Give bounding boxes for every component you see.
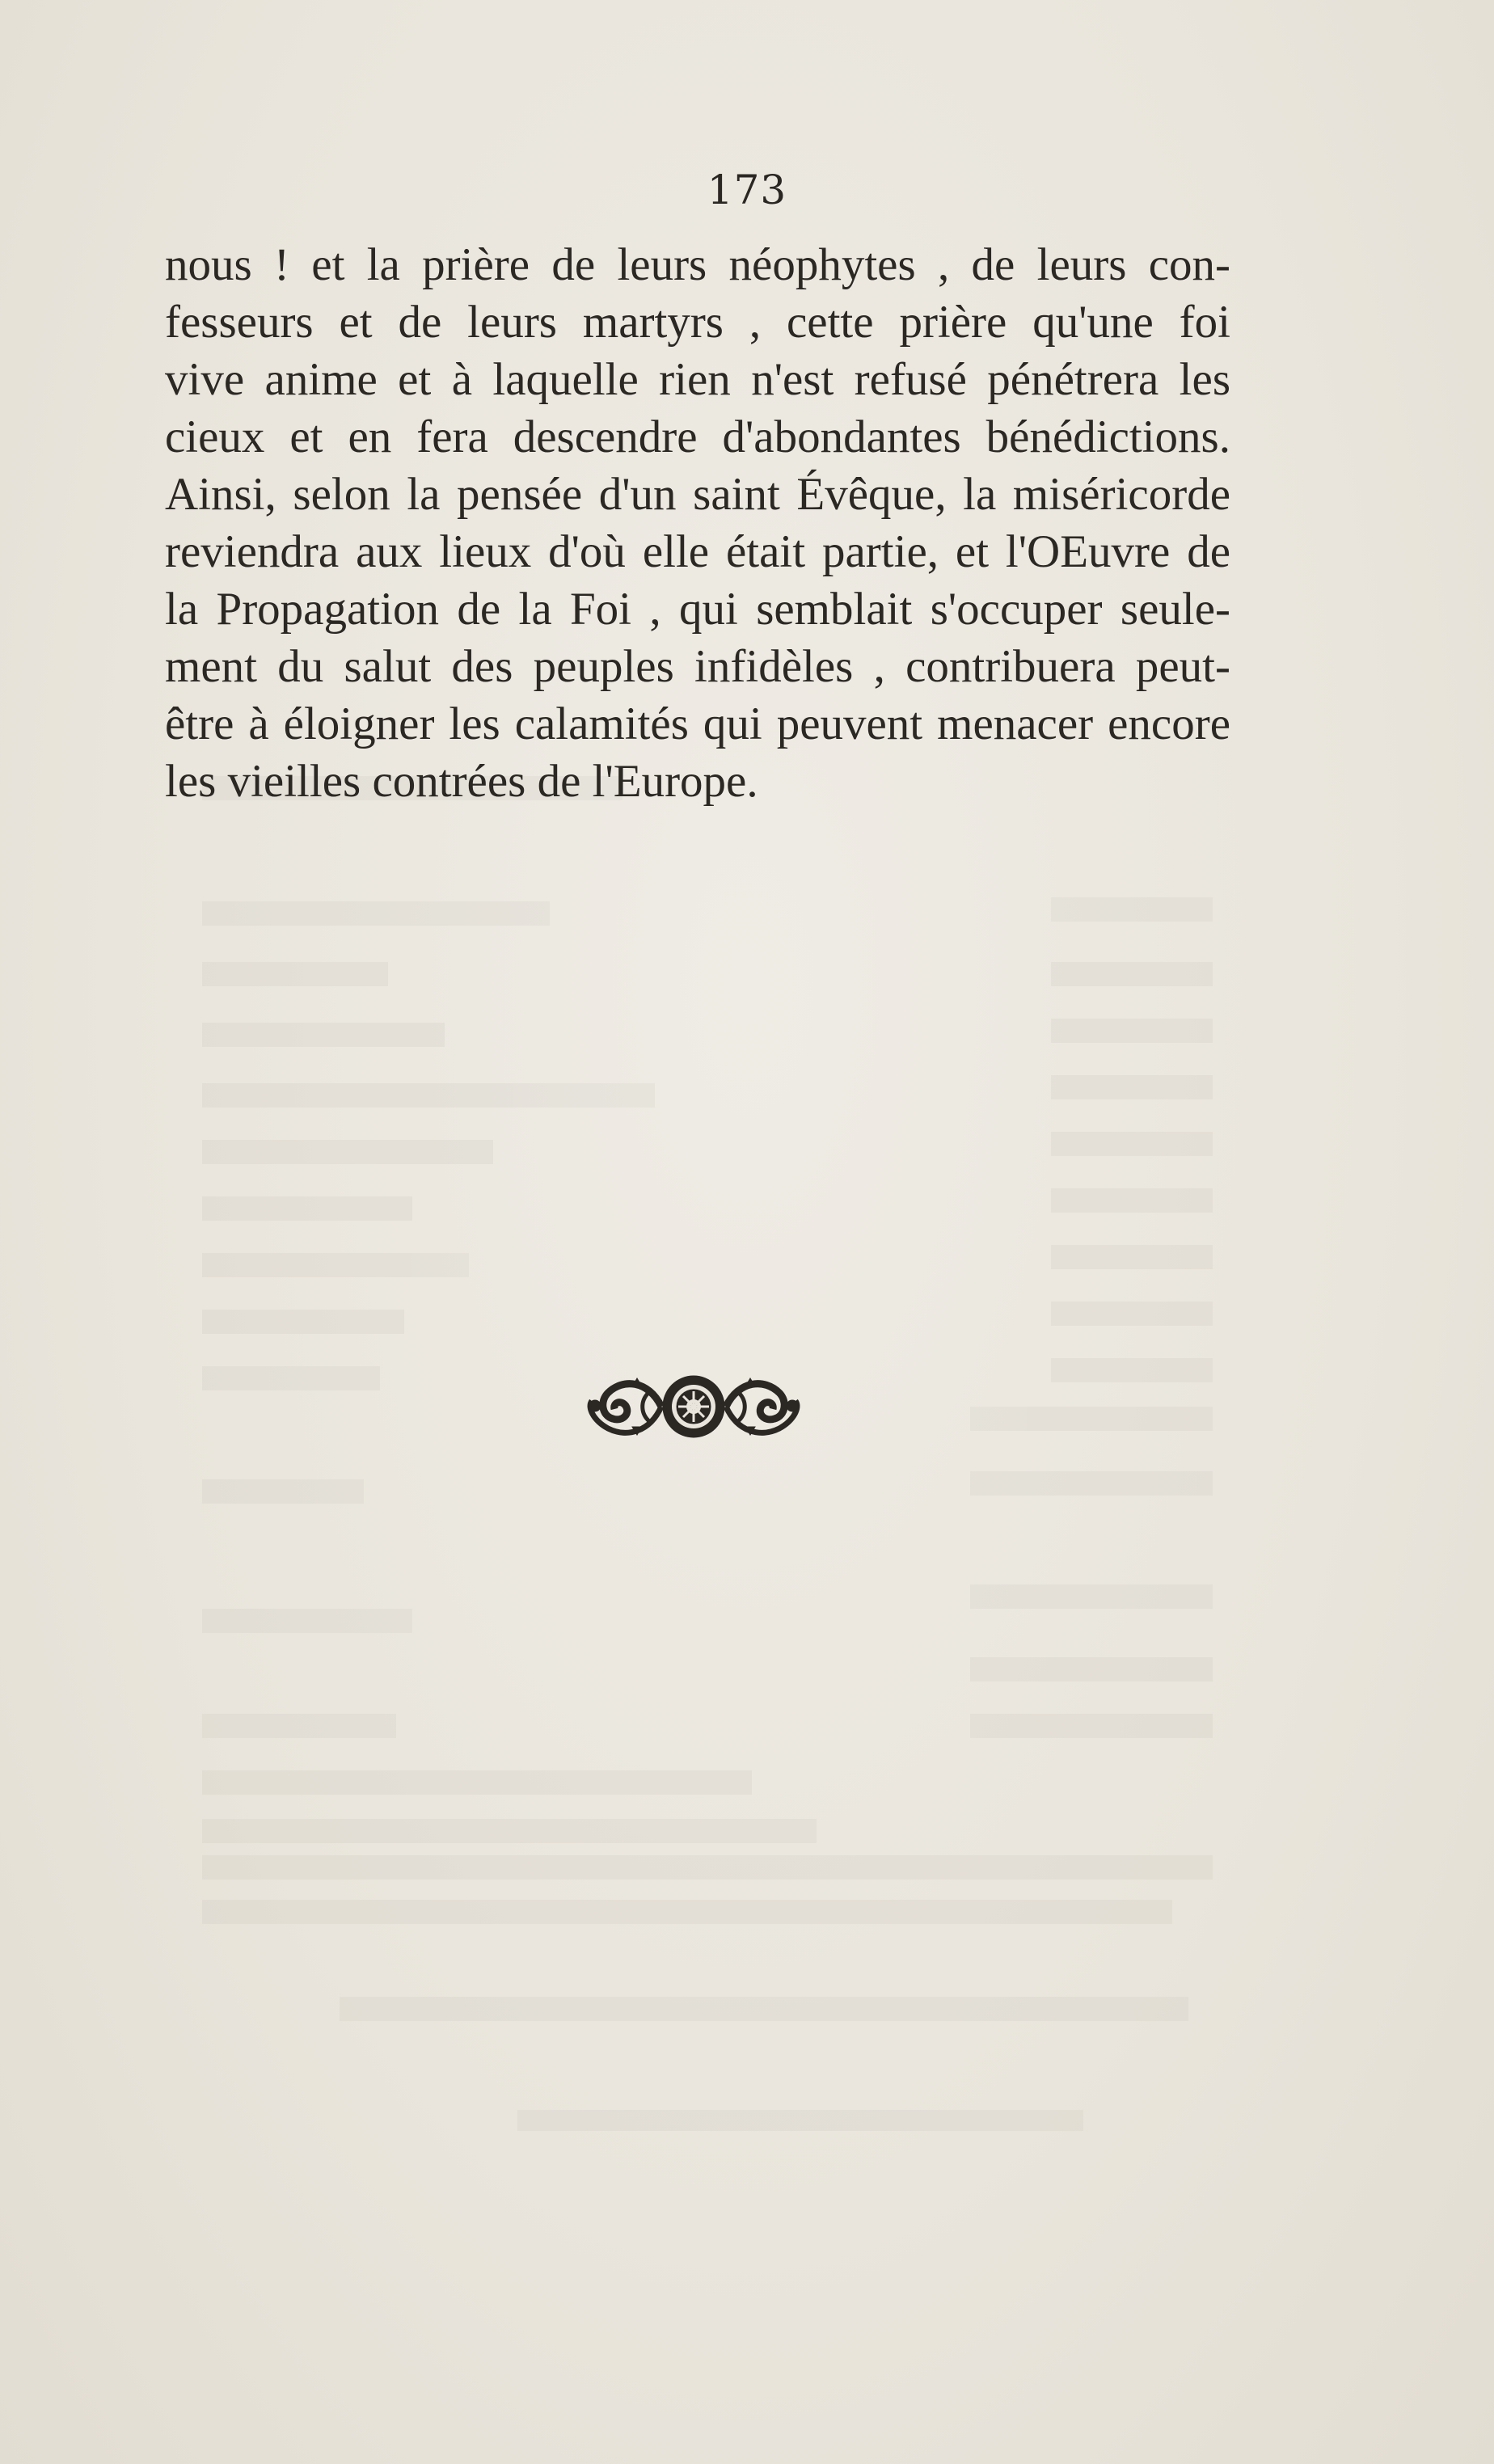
fleuron-ornament-icon	[584, 1369, 804, 1445]
text-line: fesseurs et de leurs martyrs , cette prière qu'une foi	[165, 297, 1230, 348]
text-line: vive anime et à laquelle rien n'est refusé pénétrera les	[165, 354, 1230, 405]
text-line: reviendra aux lieux d'où elle était partie, et l'OEuvre de	[165, 526, 1230, 577]
text-line: nous ! et la prière de leurs néophytes , de leurs con-	[165, 239, 1230, 290]
body-paragraph	[165, 236, 1230, 810]
text-line: les vieilles contrées de l'Europe.	[165, 756, 758, 807]
text-line: ment du salut des peuples infidèles , contribuera peut-	[165, 641, 1230, 692]
text-line: cieux et en fera descendre d'abondantes bénédictions.	[165, 411, 1230, 462]
text-line: la Propagation de la Foi , qui semblait s'occuper seule-	[165, 584, 1230, 635]
text-line: Ainsi, selon la pensée d'un saint Évêque, la miséricorde	[165, 469, 1230, 520]
text-line: être à éloigner les calamités qui peuvent menacer encore	[165, 698, 1230, 749]
page-number: 173	[707, 167, 787, 213]
